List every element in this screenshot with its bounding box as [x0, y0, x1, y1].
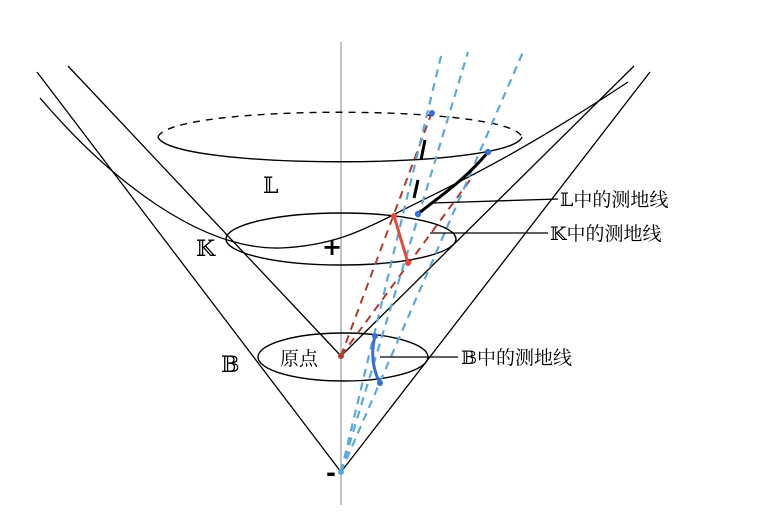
B-geodesic-label: 𝔹中的测地线 [461, 347, 573, 369]
hyperboloid-surface [40, 82, 628, 248]
K-geodesic-label: 𝕂中的测地线 [550, 223, 662, 245]
L-geodesic-label: 𝕃中的测地线 [560, 189, 669, 211]
inner-cone [68, 66, 634, 356]
L-geodesic-dash [421, 140, 425, 160]
L-geodesic-dash [414, 180, 418, 198]
minus-sign: - [326, 459, 336, 487]
B-geodesic-curve [373, 336, 380, 383]
L-ellipse-back [158, 112, 522, 137]
red-dashed-lines [341, 112, 470, 356]
light-cone [37, 72, 650, 472]
callout-lines [380, 199, 558, 357]
origin-label: 原点 [280, 348, 319, 370]
plus-sign: + [322, 233, 343, 261]
region-L-label: 𝕃 [263, 174, 279, 199]
region-K-label: 𝕂 [196, 237, 216, 262]
region-B-label: 𝔹 [221, 353, 240, 378]
L-ellipse-front [158, 137, 522, 162]
